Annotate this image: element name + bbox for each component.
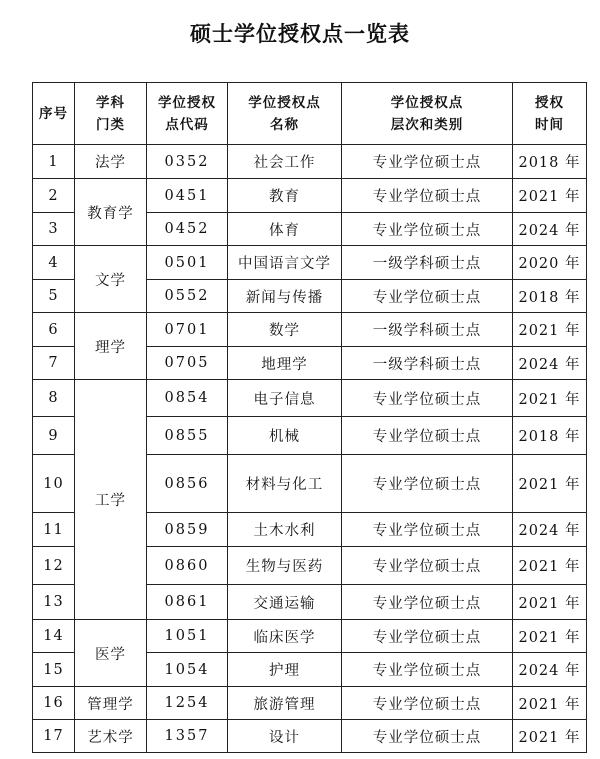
table-row bbox=[33, 720, 587, 753]
year-cell: 2021 年 bbox=[513, 455, 587, 513]
header-discipline: 学科 门类 bbox=[75, 83, 147, 145]
discipline-cell: 文学 bbox=[75, 246, 147, 313]
year-cell: 2024 年 bbox=[513, 513, 587, 547]
year-cell: 2021 年 bbox=[513, 547, 587, 585]
header-seq: 序号 bbox=[33, 83, 75, 145]
name-cell: 社会工作 bbox=[228, 145, 342, 179]
name-cell: 中国语言文学 bbox=[228, 246, 342, 280]
page-title: 硕士学位授权点一览表 bbox=[190, 21, 410, 46]
code-cell: 1254 bbox=[147, 687, 228, 720]
year-cell: 2021 年 bbox=[513, 720, 587, 753]
year-cell: 2021 年 bbox=[513, 620, 587, 653]
seq-cell: 6 bbox=[33, 313, 75, 347]
level-cell: 专业学位硕士点 bbox=[342, 620, 513, 653]
discipline-cell: 教育学 bbox=[75, 179, 147, 246]
level-cell: 专业学位硕士点 bbox=[342, 455, 513, 513]
code-cell: 0501 bbox=[147, 246, 228, 280]
level-cell: 专业学位硕士点 bbox=[342, 179, 513, 213]
table-row bbox=[33, 687, 587, 720]
seq-cell: 2 bbox=[33, 179, 75, 213]
year-cell: 2018 年 bbox=[513, 145, 587, 179]
name-cell: 电子信息 bbox=[228, 380, 342, 417]
name-cell: 设计 bbox=[228, 720, 342, 753]
discipline-cell: 医学 bbox=[75, 620, 147, 687]
year-cell: 2018 年 bbox=[513, 280, 587, 313]
name-cell: 机械 bbox=[228, 417, 342, 455]
level-cell: 专业学位硕士点 bbox=[342, 687, 513, 720]
code-cell: 0451 bbox=[147, 179, 228, 213]
name-cell: 新闻与传播 bbox=[228, 280, 342, 313]
seq-cell: 16 bbox=[33, 687, 75, 720]
code-cell: 1054 bbox=[147, 653, 228, 687]
table-row bbox=[33, 179, 587, 213]
level-cell: 专业学位硕士点 bbox=[342, 145, 513, 179]
header-code: 学位授权 点代码 bbox=[147, 83, 228, 145]
table-row bbox=[33, 313, 587, 347]
code-cell: 0859 bbox=[147, 513, 228, 547]
level-cell: 专业学位硕士点 bbox=[342, 513, 513, 547]
level-cell: 专业学位硕士点 bbox=[342, 585, 513, 620]
year-cell: 2021 年 bbox=[513, 313, 587, 347]
name-cell: 护理 bbox=[228, 653, 342, 687]
seq-cell: 5 bbox=[33, 280, 75, 313]
name-cell: 交通运输 bbox=[228, 585, 342, 620]
level-cell: 专业学位硕士点 bbox=[342, 417, 513, 455]
table-row bbox=[33, 620, 587, 653]
table-header-row bbox=[33, 83, 587, 145]
name-cell: 生物与医药 bbox=[228, 547, 342, 585]
seq-cell: 13 bbox=[33, 585, 75, 620]
code-cell: 1357 bbox=[147, 720, 228, 753]
year-cell: 2021 年 bbox=[513, 179, 587, 213]
year-cell: 2020 年 bbox=[513, 246, 587, 280]
discipline-cell: 艺术学 bbox=[75, 720, 147, 753]
table-row bbox=[33, 380, 587, 417]
code-cell: 0552 bbox=[147, 280, 228, 313]
level-cell: 专业学位硕士点 bbox=[342, 653, 513, 687]
code-cell: 0856 bbox=[147, 455, 228, 513]
year-cell: 2021 年 bbox=[513, 585, 587, 620]
discipline-cell: 法学 bbox=[75, 145, 147, 179]
discipline-cell: 管理学 bbox=[75, 687, 147, 720]
level-cell: 专业学位硕士点 bbox=[342, 720, 513, 753]
year-cell: 2021 年 bbox=[513, 687, 587, 720]
header-name: 学位授权点 名称 bbox=[228, 83, 342, 145]
code-cell: 0452 bbox=[147, 213, 228, 246]
seq-cell: 11 bbox=[33, 513, 75, 547]
year-cell: 2021 年 bbox=[513, 380, 587, 417]
level-cell: 专业学位硕士点 bbox=[342, 547, 513, 585]
seq-cell: 15 bbox=[33, 653, 75, 687]
discipline-cell: 工学 bbox=[75, 380, 147, 620]
name-cell: 地理学 bbox=[228, 347, 342, 380]
seq-cell: 9 bbox=[33, 417, 75, 455]
year-cell: 2018 年 bbox=[513, 417, 587, 455]
year-cell: 2024 年 bbox=[513, 347, 587, 380]
name-cell: 临床医学 bbox=[228, 620, 342, 653]
degree-program-table bbox=[32, 82, 587, 753]
level-cell: 一级学科硕士点 bbox=[342, 313, 513, 347]
seq-cell: 12 bbox=[33, 547, 75, 585]
level-cell: 专业学位硕士点 bbox=[342, 213, 513, 246]
discipline-cell: 理学 bbox=[75, 313, 147, 380]
year-cell: 2024 年 bbox=[513, 213, 587, 246]
code-cell: 0860 bbox=[147, 547, 228, 585]
table-row bbox=[33, 246, 587, 280]
level-cell: 专业学位硕士点 bbox=[342, 380, 513, 417]
code-cell: 0854 bbox=[147, 380, 228, 417]
code-cell: 1051 bbox=[147, 620, 228, 653]
name-cell: 土木水利 bbox=[228, 513, 342, 547]
level-cell: 专业学位硕士点 bbox=[342, 280, 513, 313]
seq-cell: 17 bbox=[33, 720, 75, 753]
seq-cell: 4 bbox=[33, 246, 75, 280]
code-cell: 0855 bbox=[147, 417, 228, 455]
level-cell: 一级学科硕士点 bbox=[342, 347, 513, 380]
header-level: 学位授权点 层次和类别 bbox=[342, 83, 513, 145]
seq-cell: 10 bbox=[33, 455, 75, 513]
seq-cell: 1 bbox=[33, 145, 75, 179]
code-cell: 0701 bbox=[147, 313, 228, 347]
seq-cell: 3 bbox=[33, 213, 75, 246]
seq-cell: 7 bbox=[33, 347, 75, 380]
name-cell: 体育 bbox=[228, 213, 342, 246]
code-cell: 0352 bbox=[147, 145, 228, 179]
table-row bbox=[33, 145, 587, 179]
code-cell: 0861 bbox=[147, 585, 228, 620]
name-cell: 旅游管理 bbox=[228, 687, 342, 720]
header-time: 授权 时间 bbox=[513, 83, 587, 145]
year-cell: 2024 年 bbox=[513, 653, 587, 687]
level-cell: 一级学科硕士点 bbox=[342, 246, 513, 280]
seq-cell: 8 bbox=[33, 380, 75, 417]
name-cell: 数学 bbox=[228, 313, 342, 347]
name-cell: 教育 bbox=[228, 179, 342, 213]
code-cell: 0705 bbox=[147, 347, 228, 380]
name-cell: 材料与化工 bbox=[228, 455, 342, 513]
seq-cell: 14 bbox=[33, 620, 75, 653]
